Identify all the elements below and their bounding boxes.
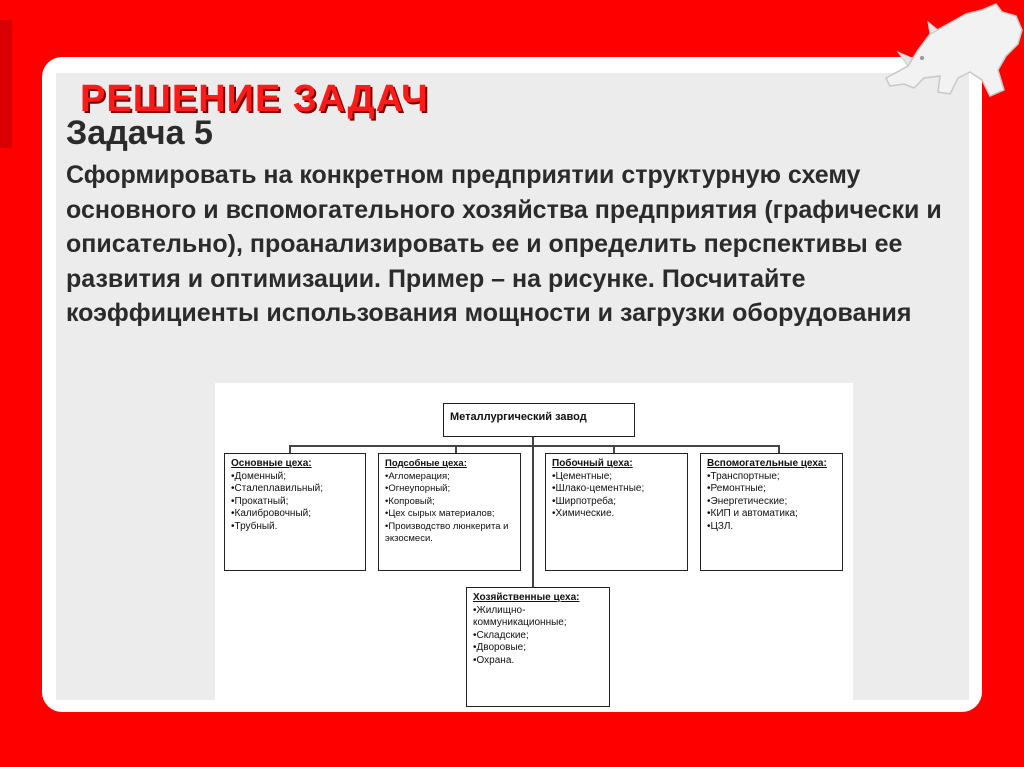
unit-box-main [224,453,366,571]
list-item: • Доменный; [231,471,359,484]
unit-box-byproduct [545,453,688,571]
list-item: • Химические. [552,508,681,521]
list-item: • Цех сырых материалов; [385,508,514,521]
list-item: • Агломерация; [385,471,514,484]
list-item: • Складские; [473,630,603,643]
connector-unit-1 [289,445,291,453]
unit-title: Побочный цеха: [552,458,633,469]
list-item: • Охрана. [473,655,603,668]
org-structure-diagram [215,383,853,712]
slide-heading: РЕШЕНИЕ ЗАДАЧ [80,78,429,120]
connector-unit-2 [455,445,457,453]
list-item: • Ремонтные; [707,483,836,496]
left-accent-bar [0,20,12,148]
list-item: • КИП и автоматика; [707,508,836,521]
list-item: • Производство люнкерита и экзосмеси. [385,521,514,546]
connector-unit-4 [778,445,780,453]
list-item: • Цементные; [552,471,681,484]
unit-title: Подсобные цеха: [385,458,467,469]
diagram-root-box [443,403,635,437]
connector-horizontal [289,445,778,447]
list-item: • Жилищно-коммуникационные; [473,605,603,630]
connector-center-down [532,445,534,587]
list-item: • Дворовые; [473,642,603,655]
list-item: • Сталеплавильный; [231,483,359,496]
list-item: • Транспортные; [707,471,836,484]
list-item: • Копровый; [385,496,514,509]
list-item: • Калибровочный; [231,508,359,521]
connector-root-down [532,437,534,445]
unit-box-auxiliary [378,453,521,571]
diagram-root-label: Металлургический завод [450,411,587,423]
unit-title: Хозяйственные цеха: [473,592,580,603]
list-item: • Трубный. [231,521,359,534]
unit-box-household [466,587,610,707]
rhino-icon [878,0,1024,104]
unit-title: Основные цеха: [231,458,312,469]
list-item: • Шлако-цементные; [552,483,681,496]
connector-unit-3 [613,445,615,453]
unit-title: Вспомогательные цеха: [707,458,827,469]
task-title: Задача 5 [66,114,213,152]
list-item: • Огнеупорный; [385,483,514,496]
task-description: Сформировать на конкретном предприятии структурную схему основного и вспомогательного хозяйства предприятия (графически и описательно), проанализировать ее и определить перспективы ее развития и оптимизации. Пример – на рисунке. Посчитайте коэффициенты использования мощности и загрузки оборудования [66,161,942,327]
list-item: • Ширпотреба; [552,496,681,509]
list-item: • Энергетические; [707,496,836,509]
unit-box-support [700,453,843,571]
list-item: • Прокатный; [231,496,359,509]
list-item: • ЦЗЛ. [707,521,836,534]
